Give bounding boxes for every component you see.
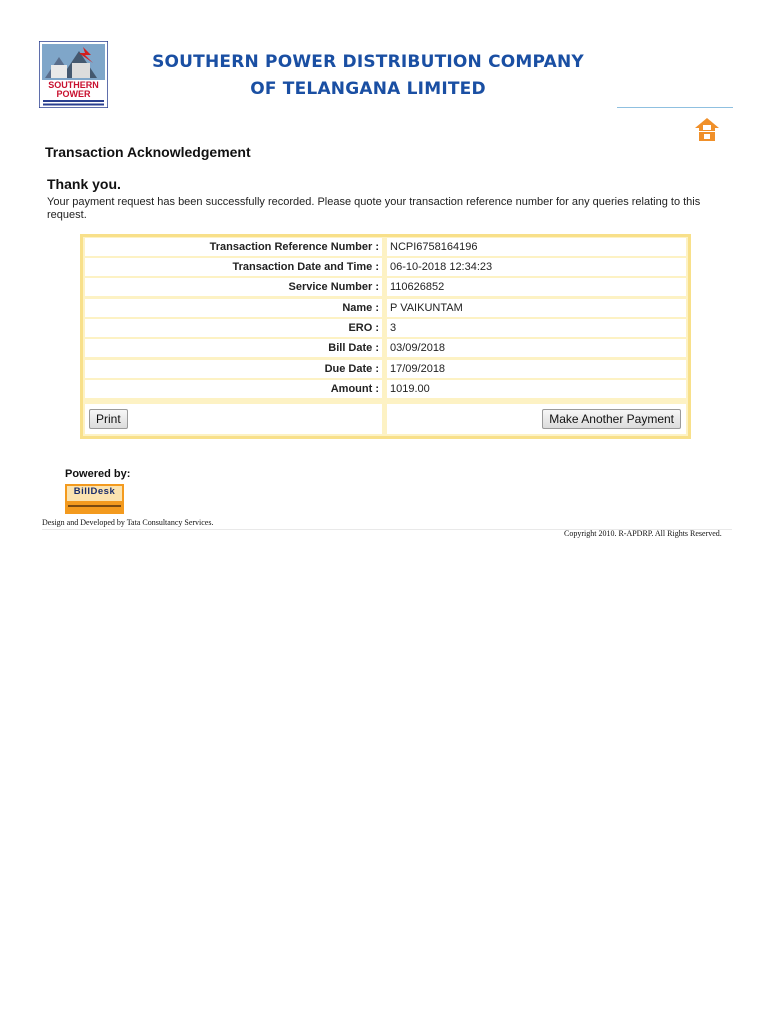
table-row <box>83 338 688 357</box>
company-title-line1: SOUTHERN POWER DISTRIBUTION COMPANY <box>152 52 584 72</box>
row-label: Transaction Reference Number : <box>85 238 382 256</box>
row-label: Transaction Date and Time : <box>85 258 382 276</box>
table-row <box>83 298 688 317</box>
row-label: Amount : <box>85 380 382 398</box>
row-label: Bill Date : <box>85 339 382 357</box>
svg-text:SOUTHERN: SOUTHERN <box>48 80 99 90</box>
header-divider <box>617 107 733 108</box>
transaction-details-inner <box>83 237 688 436</box>
copyright-notice: Copyright 2010. R-APDRP. All Rights Reserved. <box>564 529 722 538</box>
row-value: P VAIKUNTAM <box>387 299 686 317</box>
row-value: 1019.00 <box>387 380 686 398</box>
row-value: NCPI6758164196 <box>387 238 686 256</box>
thank-you-heading: Thank you. <box>47 176 121 192</box>
action-cell-right <box>387 404 686 434</box>
row-label: ERO : <box>85 319 382 337</box>
transaction-details-table <box>80 234 691 439</box>
table-row <box>83 379 688 398</box>
action-cell-left <box>85 404 382 434</box>
home-icon[interactable] <box>694 117 720 143</box>
table-row <box>83 237 688 256</box>
table-row <box>83 277 688 296</box>
row-value: 17/09/2018 <box>387 360 686 378</box>
row-value: 06-10-2018 12:34:23 <box>387 258 686 276</box>
confirmation-message: Your payment request has been successfully recorded. Please quote your transaction reference number for any queries relating to this request. <box>47 196 701 221</box>
design-credit: Design and Developed by Tata Consultancy Services. <box>42 518 214 527</box>
table-row <box>83 359 688 378</box>
company-title-line2: OF TELANGANA LIMITED <box>250 79 486 99</box>
company-logo <box>39 41 108 108</box>
row-value: 110626852 <box>387 278 686 296</box>
make-another-payment-button[interactable]: Make Another Payment <box>542 409 681 429</box>
table-row <box>83 318 688 337</box>
row-label: Due Date : <box>85 360 382 378</box>
billdesk-logo-text: BillDesk <box>73 486 116 497</box>
powered-by-label: Powered by: <box>65 468 131 480</box>
row-value: 03/09/2018 <box>387 339 686 357</box>
action-row <box>83 403 688 436</box>
row-label: Service Number : <box>85 278 382 296</box>
row-value: 3 <box>387 319 686 337</box>
page-title: Transaction Acknowledgement <box>45 144 251 160</box>
row-label: Name : <box>85 299 382 317</box>
table-row <box>83 257 688 276</box>
print-button[interactable]: Print <box>89 409 128 429</box>
svg-text:POWER: POWER <box>56 89 91 99</box>
